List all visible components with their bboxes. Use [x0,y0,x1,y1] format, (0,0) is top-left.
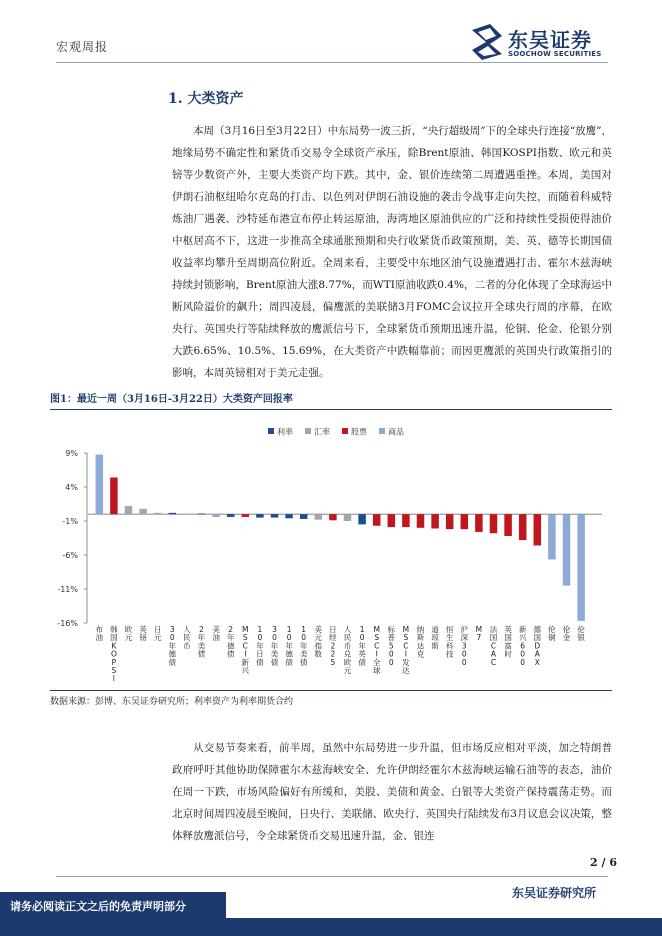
chart-bars [96,455,585,621]
bar-31 [548,514,556,559]
legend-label-0: 利率 [277,427,293,437]
bar-16 [329,514,337,520]
x-tick-label-11: 1 0 年日债 [256,625,264,667]
chart-x-labels [96,624,586,683]
x-tick-label-12: 3 0 年美债 [270,625,279,667]
bar-30 [534,514,542,545]
bar-12 [271,514,279,517]
bar-14 [300,514,308,519]
x-tick-label-27: 法国 C A C [489,625,498,667]
header-divider [56,62,608,63]
figure-bottom-rule [50,690,612,691]
x-tick-label-28: 英国富时 [504,625,512,659]
section-title: 1. 大类资产 [168,91,244,107]
paragraph-1-text: 本周（3月16日至3月22日）中东局势一波三折，“央行超级周”下的全球央行连接“放鹰”，地缘局势不确定性和紧货币交易令全球资产承压，除Brent原油、韩国KOSPI指数、欧元和英镑等少数资产外，主要大类资产均下跌。其中，金、银价连续第二周遭遇重挫。本周，美国对伊朗石油枢纽哈尔克岛的打击、以色列对伊朗石油设施的袭击令战事走向失控，而随着科威特炼油厂遇袭、沙特延布港宣布停止转运原油，海湾地区原油供应的广泛和持续性受损使得油价中枢居高不下，这进一步推高全球通胀预期和央行收紧货币政策预期，美、英、德等长期国债收益率均攀升至周期高位附近。全周来看，主要受中东地区油气设施遭遇打击、霍尔木兹海峡持续封锁影响，Brent原油大涨8.77%，而WTI原油收跌0.4%，二者的分化体现了全球海运中断风险溢价的飙升；周四凌晨，偏鹰派的美联储3月FOMC会议拉开全球央行周的序幕，在欧央行、英国央行等陆续释放的鹰派信号下，全球紧货币预期迅速升温，伦铜、伦金、伦银分别大跌6.65%、10.5%、15.69%，在大类资产中跌幅靠前；而因更鹰派的英国央行政策指引的影响，本周英镑相对于美元走强。 [172,125,612,379]
y-tick-label-3: -6% [62,551,78,560]
chart-legend [268,427,404,437]
bar-20 [388,514,396,527]
x-tick-label-33: 伦银 [577,625,585,643]
x-tick-label-21: M S C I 发达 [402,625,410,675]
legend-label-1: 汇率 [314,427,330,437]
bar-2 [125,506,133,514]
bar-24 [446,514,454,529]
x-tick-label-2: 欧元 [124,625,133,643]
header-label: 宏观周报 [56,40,109,54]
x-tick-label-7: 2 年美债 [197,625,206,659]
brand-name: 东吴证券 [508,28,592,52]
x-tick-label-16: 日经 2 2 5 [329,625,337,667]
x-tick-label-14: 1 0 年美债 [299,625,308,667]
bar-4 [154,513,162,514]
x-tick-label-26: M 7 [475,625,483,643]
bar-18 [358,514,366,524]
x-tick-label-1: 韩国 K O P S I [110,625,118,684]
x-tick-label-0: 布油 [95,625,104,643]
y-tick-label-2: -1% [62,517,78,526]
x-tick-label-30: 德国 D A X [533,625,542,667]
bar-8 [212,514,220,517]
legend-swatch-0 [268,428,274,434]
bar-0 [96,455,104,515]
paragraph-2-text: 从交易节奏来看，前半周，虽然中东局势进一步升温，但市场反应相对平淡，加之特朗普政府呼吁其他协助保障霍尔木兹海峡安全、允许伊朗经霍尔木兹海峡运输石油等的表态，油价在周一下跌，市场风险偏好有所缓和，美股、美债和黄金、白银等大类资产保持震荡走势。而北京时间周四凌晨至晚间，日央行、美联储、欧央行、英国央行陆续发布3月议息会议决策，整体释放鹰派信号，令全球紧货币交易迅速升温，金、银连 [172,742,612,842]
x-tick-label-18: 1 0 年英债 [358,625,366,667]
x-tick-label-22: 纳斯达克 [416,625,425,659]
bar-13 [285,514,293,518]
bar-9 [227,514,235,517]
x-tick-label-3: 英镑 [139,625,147,643]
asset-returns-chart [50,412,612,690]
x-tick-label-6: 人民币 [183,625,191,651]
footer-band [0,918,662,936]
x-tick-label-13: 1 0 年德债 [285,625,293,667]
brand-name-en: SOOCHOW SECURITIES [508,50,602,58]
x-tick-label-15: 美元指数 [314,625,323,659]
bar-33 [577,514,585,621]
x-tick-label-20: 标普 5 0 0 [387,625,396,667]
bar-19 [373,514,381,526]
x-tick-label-19: M S C I 全球 [372,625,381,675]
x-tick-label-10: M S C I 新兴 [241,625,250,675]
x-tick-label-9: 2 年德债 [226,625,235,659]
bar-1 [110,477,118,514]
bar-22 [417,514,425,528]
bar-21 [402,514,410,527]
bar-7 [198,514,206,515]
paragraph-2 [172,737,612,847]
y-tick-label-0: 9% [65,449,78,458]
legend-label-2: 股票 [351,427,367,437]
x-tick-label-23: 道琼斯 [431,625,439,651]
footer-org: 东吴证券研究所 [512,886,597,900]
bar-29 [519,514,527,540]
y-tick-label-5: -16% [57,619,78,628]
bar-27 [490,514,498,533]
bar-15 [315,514,323,519]
x-tick-label-24: 恒生科技 [445,625,454,659]
x-tick-label-25: 沪深 3 0 0 [460,625,469,667]
page-number: 2 / 6 [590,856,617,869]
x-tick-label-17: 人民币兑欧元 [343,625,352,675]
bar-3 [139,509,147,514]
bar-5 [169,513,177,514]
bar-32 [563,514,571,585]
paragraph-1 [172,120,612,384]
bar-11 [256,514,264,517]
x-tick-label-29: 新兴 6 0 0 [518,625,527,667]
legend-label-3: 商品 [388,427,404,437]
y-tick-label-1: 4% [65,483,78,492]
legend-swatch-1 [305,428,311,434]
bar-26 [475,514,483,532]
bar-25 [461,514,469,529]
x-tick-label-4: 日元 [153,625,162,643]
x-tick-label-31: 伦铜 [548,625,556,643]
legend-swatch-2 [342,428,348,434]
bar-28 [504,514,512,536]
figure-top-rule [50,409,612,410]
bar-17 [344,514,352,521]
disclaimer-text: 请务必阅读正文之后的免责声明部分 [10,900,186,913]
y-tick-label-4: -11% [57,585,78,594]
x-tick-label-8: 美油 [212,625,220,643]
x-tick-label-32: 伦金 [562,625,571,643]
figure-title: 图1：最近一周（3月16日-3月22日）大类资产回报率 [50,394,293,405]
footer-divider [56,876,608,877]
bar-6 [183,514,191,515]
x-tick-label-5: 3 0 年德债 [168,625,177,667]
legend-swatch-3 [379,428,385,434]
bar-10 [242,514,250,517]
bar-23 [431,514,439,528]
figure-source: 数据来源：彭博、东吴证券研究所；利率资产为利率期货合约 [50,697,294,707]
